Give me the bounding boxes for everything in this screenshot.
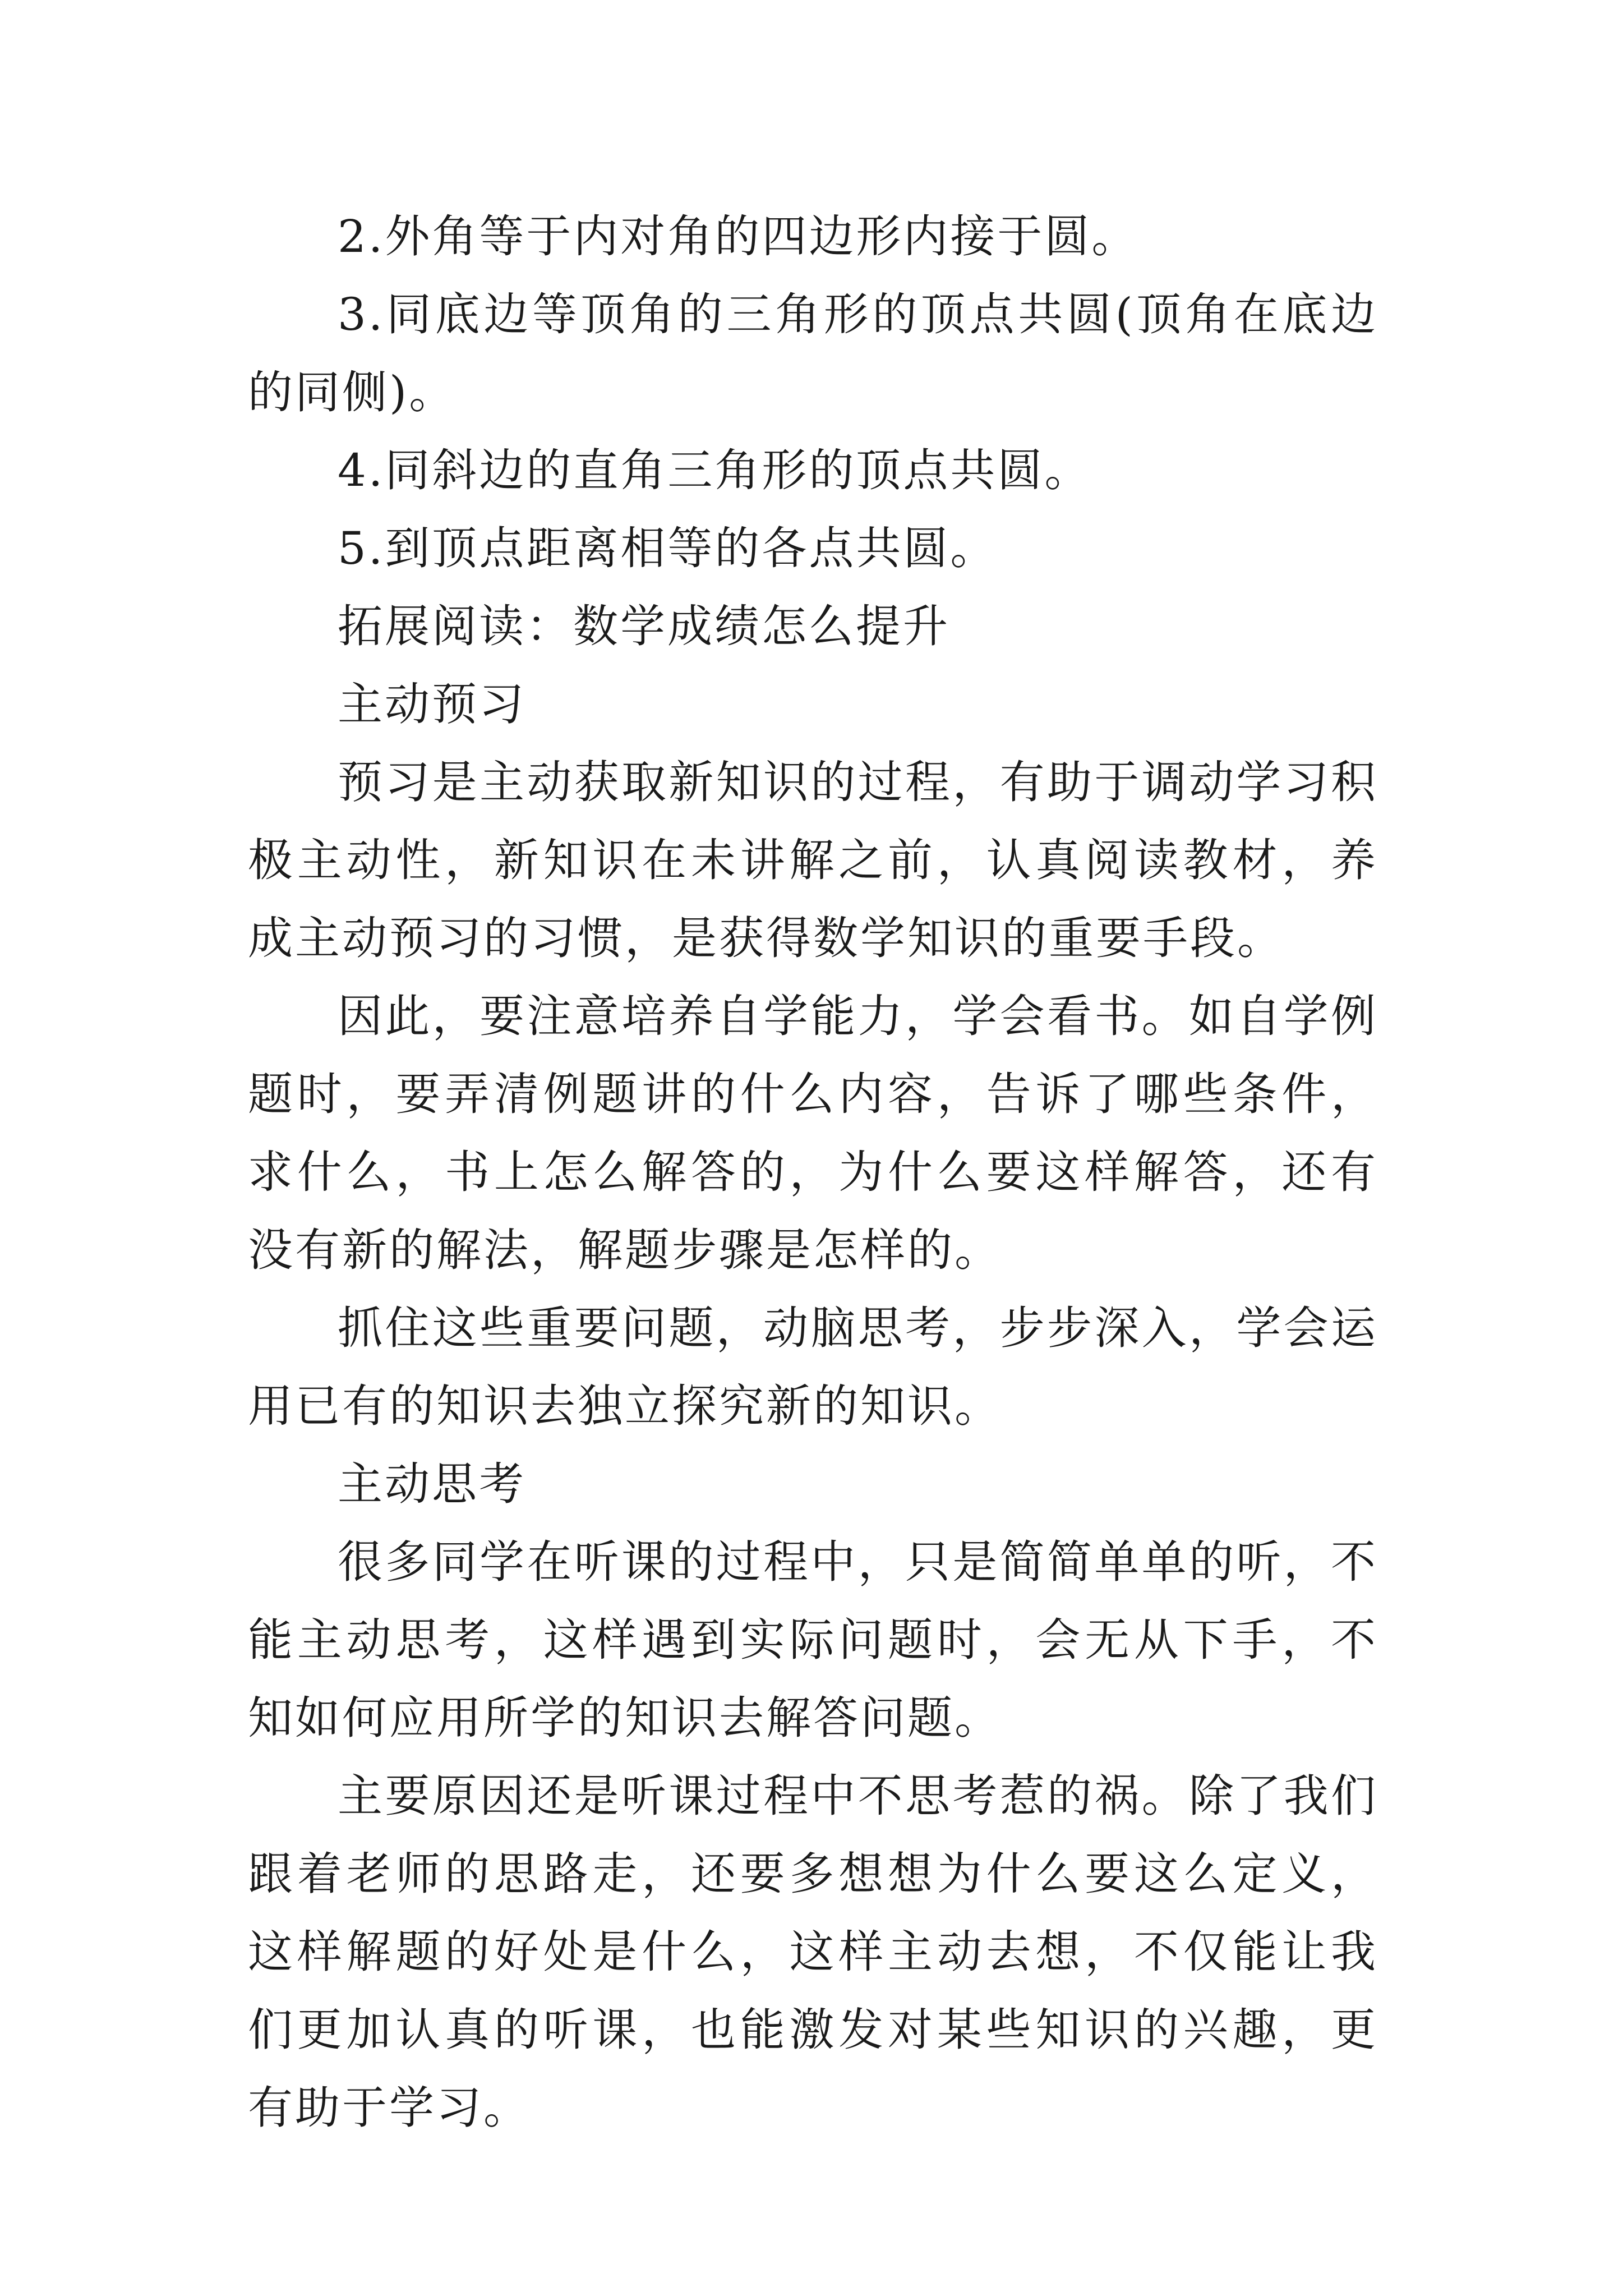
paragraph-preview-method: 因此，要注意培养自学能力，学会看书。如自学例题时，要弄清例题讲的什么内容，告诉了哪些条件，求什么，书上怎么解答的，为什么要这样解答，还有没有新的解法，解题步骤是怎样的。 <box>248 990 1378 1276</box>
paragraph-thinking-problem: 很多同学在听课的过程中，只是简简单单的听，不能主动思考，这样遇到实际问题时，会无从下手，不知如何应用所学的知识去解答问题。 <box>248 1536 1378 1744</box>
section-heading-extended-reading: 拓展阅读：数学成绩怎么提升 <box>338 600 950 652</box>
paragraph-theorem-4: 4.同斜边的直角三角形的顶点共圆。 <box>338 444 1092 496</box>
paragraph-theorem-5: 5.到顶点距离相等的各点共圆。 <box>338 522 998 574</box>
paragraph-theorem-3: 3.同底边等顶角的三角形的顶点共圆(顶角在底边的同侧)。 <box>248 288 1378 418</box>
paragraph-preview-intro: 预习是主动获取新知识的过程，有助于调动学习积极主动性，新知识在未讲解之前，认真阅读教材，养成主动预习的习惯，是获得数学知识的重要手段。 <box>248 756 1378 964</box>
paragraph-theorem-2: 2.外角等于内对角的四边形内接于圆。 <box>338 210 1139 263</box>
paragraph-thinking-reason: 主要原因还是听课过程中不思考惹的祸。除了我们跟着老师的思路走，还要多想想为什么要这么定义，这样解题的好处是什么，这样主动去想，不仅能让我们更加认真的听课，也能激发对某些知识的兴趣，更有助于学习。 <box>248 1770 1378 2134</box>
document-body <box>248 197 1378 2147</box>
subheading-active-preview: 主动预习 <box>338 678 526 730</box>
subheading-active-thinking: 主动思考 <box>338 1458 526 1510</box>
paragraph-preview-key: 抓住这些重要问题，动脑思考，步步深入，学会运用已有的知识去独立探究新的知识。 <box>248 1302 1378 1432</box>
